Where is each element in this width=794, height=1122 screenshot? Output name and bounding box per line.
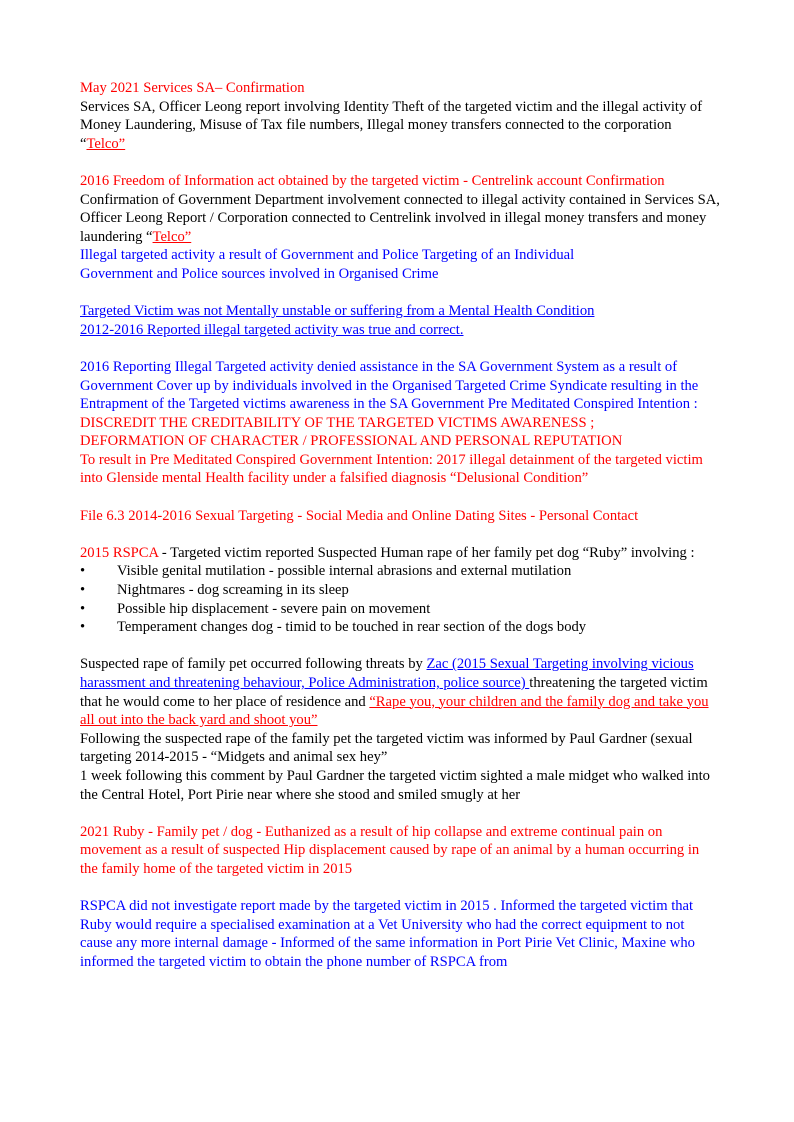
bullet-icon: • bbox=[80, 619, 86, 636]
rspca-not-investigated-paragraph: RSPCA did not investigate report made by the targeted victim in 2015 . Informed the targeted victim that Ruby would require a specialised examination at a Vet University who had the correct equipment to not cause any more internal damage - Informed of the same information in Port Pirie Vet Clinic, Maxine who informed the targeted victim to obtain the phone number of RSPCA from bbox=[80, 898, 695, 970]
section-heading-services-sa: May 2021 Services SA– Confirmation bbox=[80, 80, 305, 96]
document-page bbox=[80, 79, 720, 972]
bullet-icon: • bbox=[80, 582, 86, 599]
reported-activity-link[interactable]: 2012-2016 Reported illegal targeted activity was true and correct. bbox=[80, 321, 464, 338]
deformation-line: DEFORMATION OF CHARACTER / PROFESSIONAL AND PERSONAL REPUTATION bbox=[80, 433, 623, 450]
services-sa-paragraph bbox=[80, 98, 720, 154]
bullet-icon: • bbox=[80, 563, 86, 580]
threats-text-1: Suspected rape of family pet occurred following threats by bbox=[80, 656, 427, 673]
threat-quote-link[interactable]: “Rape you, your children and the family dog and take you all out into the back yard and shoot you” bbox=[80, 693, 709, 729]
organised-crime-line: Government and Police sources involved in Organised Crime bbox=[80, 265, 439, 282]
discredit-line: DISCREDIT THE CREDITABILITY OF THE TARGETED VICTIMS AWARENESS ; bbox=[80, 414, 595, 431]
foi-body: Confirmation of Government Department involvement connected to illegal activity contained in Services SA, Officer Leong Report / Corporation connected to Centrelink involved in illegal money transfers and money laundering “ bbox=[80, 191, 720, 245]
services-sa-body: Services SA, Officer Leong report involving Identity Theft of the targeted victim and the illegal activity of Money Laundering, Misuse of Tax file numbers, Illegal money transfers connected to the corporation “ bbox=[80, 98, 703, 152]
list-item-text: Temperament changes dog - timid to be touched in rear section of the dogs body bbox=[117, 619, 587, 636]
list-item bbox=[80, 600, 720, 619]
list-item bbox=[80, 581, 720, 600]
foi-paragraph bbox=[80, 191, 720, 247]
telco-link-2[interactable]: Telco” bbox=[152, 228, 192, 245]
central-hotel-paragraph: 1 week following this comment by Paul Gardner the targeted victim sighted a male midget who walked into the Central Hotel, Port Pirie near where she stood and smiled smugly at her bbox=[80, 767, 710, 803]
paul-gardner-paragraph: Following the suspected rape of the family pet the targeted victim was informed by Paul Gardner (sexual targeting 2014-2015 - “Midgets and animal sex hey” bbox=[80, 730, 693, 766]
rspca-label: 2015 RSPCA bbox=[80, 544, 159, 561]
rspca-body: - Targeted victim reported Suspected Human rape of her family pet dog “Ruby” involving : bbox=[158, 544, 695, 561]
mental-health-link[interactable]: Targeted Victim was not Mentally unstable or suffering from a Mental Health Condition bbox=[80, 303, 595, 320]
illegal-activity-line: Illegal targeted activity a result of Government and Police Targeting of an Individual bbox=[80, 247, 575, 264]
detainment-paragraph: To result in Pre Meditated Conspired Government Intention: 2017 illegal detainment of the targeted victim into Glenside mental Health facility under a falsified diagnosis “Delusional Condition” bbox=[80, 451, 703, 487]
threats-paragraph bbox=[80, 655, 720, 729]
list-item-text: Visible genital mutilation - possible internal abrasions and external mutilation bbox=[117, 563, 572, 580]
file-6-3-heading: File 6.3 2014-2016 Sexual Targeting - Social Media and Online Dating Sites - Personal Contact bbox=[80, 507, 639, 524]
bullet-icon: • bbox=[80, 600, 86, 617]
telco-link[interactable]: Telco” bbox=[86, 135, 126, 152]
list-item-text: Possible hip displacement - severe pain on movement bbox=[117, 600, 431, 617]
list-item bbox=[80, 562, 720, 581]
reporting-denied-paragraph: 2016 Reporting Illegal Targeted activity denied assistance in the SA Government System as a result of Government Cover up by individuals involved in the Organised Targeted Crime Syndicate resulting in the Entrapment of the Targeted victims awareness in the SA Government Pre Meditated Conspired Intention : bbox=[80, 358, 699, 413]
ruby-euthanized-paragraph: 2021 Ruby - Family pet / dog - Euthanized as a result of hip collapse and extreme continual pain on movement as a result of suspected Hip displacement caused by rape of an animal by a human occurring in the family home of the targeted victim in 2015 bbox=[80, 823, 700, 877]
rspca-paragraph bbox=[80, 544, 720, 563]
zac-link[interactable]: Zac (2015 Sexual Targeting involving vicious harassment and threatening behaviour, Police Administration, police source) bbox=[80, 656, 694, 691]
threats-text-2: threatening the targeted victim that he would come to her place of residence and bbox=[80, 675, 708, 710]
list-item-text: Nightmares - dog screaming in its sleep bbox=[117, 582, 349, 599]
section-heading-foi: 2016 Freedom of Information act obtained by the targeted victim - Centrelink account Confirmation bbox=[80, 172, 665, 189]
list-item bbox=[80, 618, 720, 637]
